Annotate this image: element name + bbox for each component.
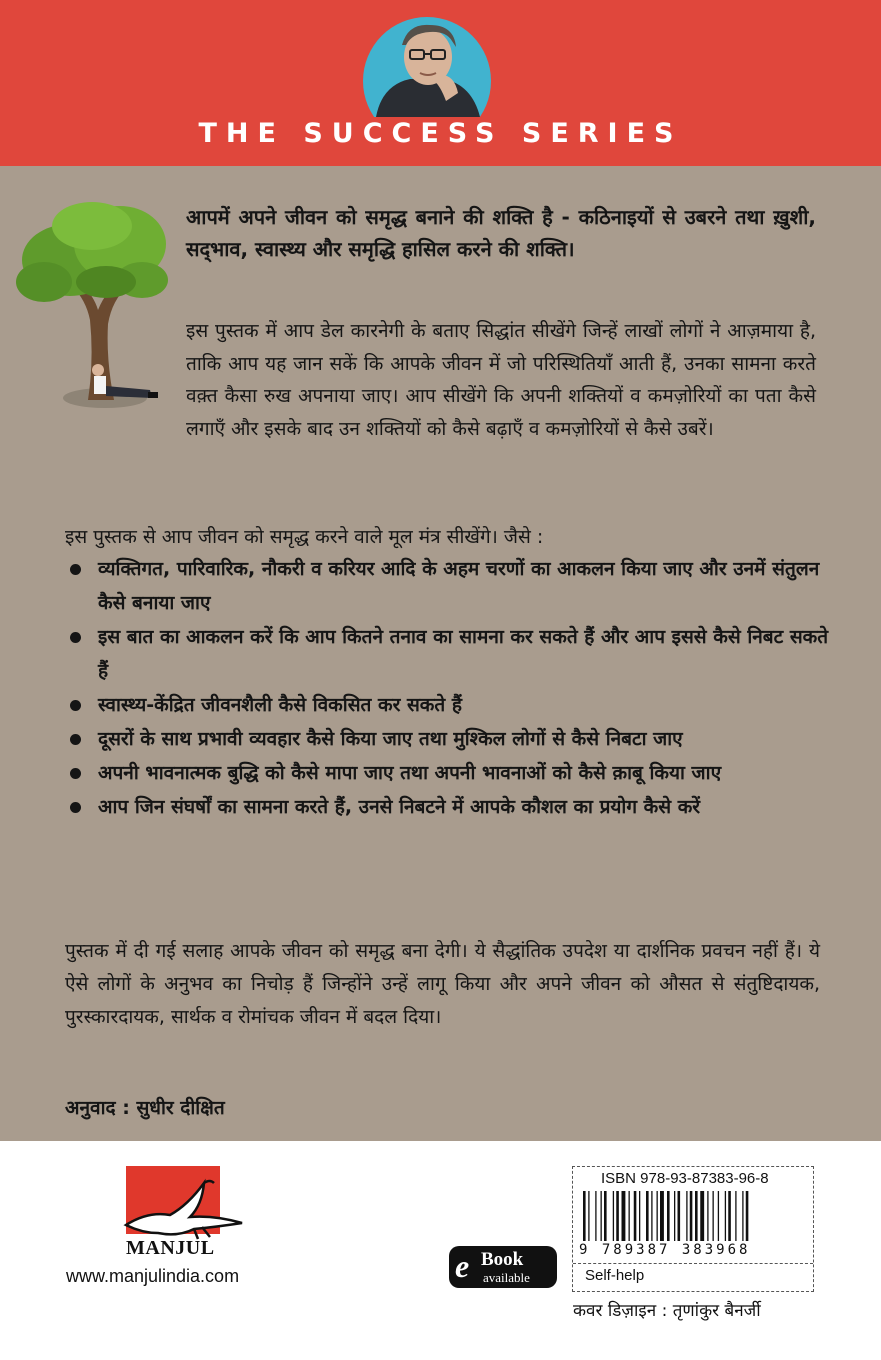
ebook-line-2: available — [483, 1270, 530, 1285]
list-item-text: दूसरों के साथ प्रभावी व्यवहार कैसे किया जाए तथा मुश्किल लोगों से कैसे निबटा जाए — [98, 728, 683, 750]
barcode-digits: 9 789387 383968 — [579, 1242, 751, 1258]
list-item — [70, 620, 830, 688]
list-item-text: इस बात का आकलन करें कि आप कितने तनाव का सामना कर सकते हैं और आप इससे कैसे निबट सकते हैं — [98, 626, 829, 682]
author-portrait — [362, 15, 492, 117]
ebook-letter: e — [455, 1248, 470, 1284]
list-item-text: अपनी भावनात्मक बुद्धि को कैसे मापा जाए तथा अपनी भावनाओं को कैसे क़ाबू किया जाए — [98, 762, 722, 784]
list-item — [70, 688, 830, 722]
cover-designer-credit: कवर डिज़ाइन : तृणांकुर बैनर्जी — [573, 1301, 761, 1321]
list-item — [70, 552, 830, 620]
ebook-badge — [449, 1246, 557, 1288]
list-item-text: आप जिन संघर्षों का सामना करते हैं, उनसे निबटने में आपके कौशल का प्रयोग कैसे करें — [98, 796, 701, 818]
list-item-text: स्वास्थ्य-केंद्रित जीवनशैली कैसे विकसित कर सकते हैं — [98, 694, 462, 716]
translator-credit: अनुवाद : सुधीर दीक्षित — [65, 1097, 225, 1119]
closing-paragraph: पुस्तक में दी गई सलाह आपके जीवन को समृद्ध बना देगी। ये सैद्धांतिक उपदेश या दार्शनिक प्रवचन नहीं हैं। ये ऐसे लोगों के अनुभव का निचोड़ हैं जिन्होंने उन्हें लागू किया और अपने जीवन को औसत से संतुष्टिदायक, पुरस्कारदायक, सार्थक व रोमांचक जीवन में बदल दिया। — [65, 940, 820, 1028]
ebook-line-1: Book — [481, 1249, 524, 1270]
lessons-lead: इस पुस्तक से आप जीवन को समृद्ध करने वाले मूल मंत्र सीखेंगे। जैसे : — [65, 526, 544, 548]
bullet-icon — [70, 802, 81, 813]
bullet-icon — [70, 768, 81, 779]
bullet-icon — [70, 700, 81, 711]
series-header — [0, 0, 881, 166]
isbn-divider — [573, 1263, 813, 1264]
publisher-bird-icon — [118, 1175, 248, 1241]
publisher-website: www.manjulindia.com — [66, 1266, 240, 1286]
tree-illustration — [10, 200, 175, 430]
list-item — [70, 790, 830, 824]
list-item-text: व्यक्तिगत, पारिवारिक, नौकरी व करियर आदि के अहम चरणों का आकलन किया जाए और उनमें संतुलन कैसे बनाया जाए — [98, 558, 820, 614]
isbn-label: ISBN 978-93-87383-96-8 — [601, 1170, 769, 1187]
book-category: Self-help — [585, 1267, 645, 1284]
publisher-name: MANJUL — [126, 1237, 215, 1259]
isbn-block — [572, 1166, 814, 1292]
bullet-icon — [70, 734, 81, 745]
series-title: THE SUCCESS SERIES — [198, 118, 683, 149]
list-item — [70, 756, 830, 790]
intro-paragraph: इस पुस्तक में आप डेल कारनेगी के बताए सिद्धांत सीखेंगे जिन्हें लाखों लोगों ने आज़माया है, ताकि आप यह जान सकें कि आपके जीवन में जो परिस्थितियाँ आती हैं, उनका सामना करते वक़्त कैसा रुख अपनाया जाए। आप सीखेंगे कि अपनी शक्तियों व कमज़ोरियों का पता कैसे लगाएँ और इसके बाद उन शक्तियों को कैसे बढ़ाएँ व कमज़ोरियों से कैसे उबरें। — [186, 320, 816, 440]
bullet-icon — [70, 632, 81, 643]
barcode-icon — [581, 1191, 803, 1241]
intro-highlight: आपमें अपने जीवन को समृद्ध बनाने की शक्ति है - कठिनाइयों से उबरने तथा ख़ुशी, सद्‌भाव, स्वास्थ्य और समृद्धि हासिल करने की शक्ति। — [186, 205, 816, 261]
lessons-list — [70, 552, 830, 824]
bullet-icon — [70, 564, 81, 575]
list-item — [70, 722, 830, 756]
